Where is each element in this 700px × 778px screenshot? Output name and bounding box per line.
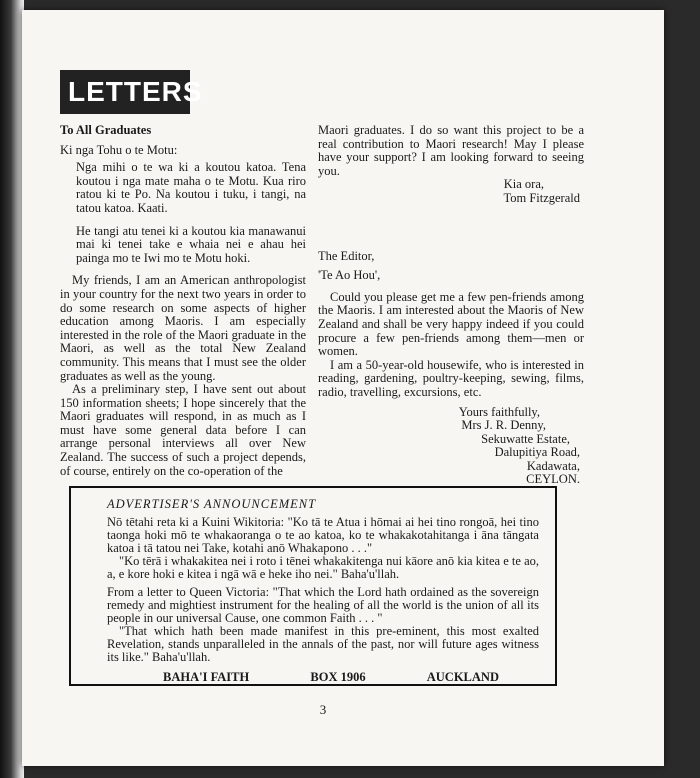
letter2-paragraph-2: I am a 50-year-old housewife, who is interested in reading, gardening, poultry-keeping, sewing, films, radio, travelling, excursions, etc. (318, 357, 584, 399)
footer-box: BOX 1906 (310, 670, 366, 684)
magazine-page (22, 10, 664, 766)
letter-paragraph-2: As a preliminary step, I have sent out about 150 information sheets; I hope sincerely that the Maori graduates will respond, in as much as I must have some general data before I can arrange personal interviews all over New Zealand. The success of such a project depends, of course, entirely on the co-operation of the (60, 382, 306, 478)
letter1-signature: Tom Fitzgerald (503, 190, 580, 205)
letter2-name: Mrs J. R. Denny, (461, 418, 546, 433)
address-line-2: Dalupitiya Road, (494, 445, 580, 460)
announcement-maori-1: Nō tētahi reta ki a Kuini Wikitoria: "Ko tā te Atua i hōmai ai hei tino rongoā, hei tino taonga hoki mō te whakaoranga o te ao katoa, ko te whakakotahitanga i āna tāngata katoa i tā tatou nei Take, kotahi anō Whakapono . . ." (107, 515, 539, 555)
announcement-maori-2: "Ko tērā i whakakitea nei i roto i tēnei whakakitenga nui kāore anō kia kitea e te ao, a, e kore hoki e kitea i ngā wā e heke iho nei." Baha'u'llah. (107, 554, 539, 581)
page-number: 3 (319, 702, 327, 717)
right-column (318, 124, 584, 487)
address-line-3: Kadawata, (526, 458, 580, 473)
maori-paragraph-2: He tangi atu tenei ki a koutou kia manawanui mai ki tenei take e whaia nei e ahau hei painga mo te Iwi mo te Motu hoki. (76, 223, 306, 265)
address-line-4: CEYLON. (526, 472, 580, 487)
footer-faith: BAHA'I FAITH (163, 670, 250, 684)
letter2-paragraph-1: Could you please get me a few pen-friends among the Maoris. I am interested about the Maoris of New Zealand and shall be very happy indeed if you could procure a few pen-friends among them—men or women. (318, 289, 584, 359)
letter-continuation: Maori graduates. I do so want this project to be a real contribution to Maori research! May I please have your support? I am looking forward to seeing you. (318, 123, 584, 178)
letters-banner: LETTERS (60, 70, 190, 114)
letter2-closing: Yours faithfully, (458, 404, 540, 419)
book-spine (0, 0, 24, 778)
footer-city: AUCKLAND (426, 670, 499, 684)
publication-name: 'Te Ao Hou', (318, 268, 381, 283)
announcement-title: ADVERTISER'S ANNOUNCEMENT (107, 497, 317, 511)
letter-paragraph-1: My friends, I am an American anthropologist in your country for the next two years in order to do some research on some aspects of higher education among Maoris. I am especially interested in the role of the Maori graduate in the Maori, as well as the total New Zealand community. This means that I must see the older graduates as well as the young. (60, 273, 306, 383)
announcement-english-2: "That which hath been made manifest in this pre-eminent, this most exalted Revelation, stands unparalleled in the annals of the past, nor will future ages witness its like." Baha'u'llah. (107, 624, 539, 664)
letter-heading: To All Graduates (60, 123, 152, 137)
advertiser-announcement (69, 486, 557, 686)
announcement-english-1: From a letter to Queen Victoria: "That which the Lord hath ordained as the sovereign remedy and mightiest instrument for the healing of all the world is the union of all its people in our universal Cause, one common Faith . . . " (107, 585, 539, 625)
maori-paragraph-1: Nga mihi o te wa ki a koutou katoa. Tena koutou i nga mate maha o te Motu. Kua riro ratou ki te Po. Na koutou i tuku, i tangi, na tatou katoa. Kaati. (76, 160, 306, 215)
editor-addressee: The Editor, (318, 248, 375, 263)
announcement-footer (107, 671, 539, 684)
salutation: Ki nga Tohu o te Motu: (60, 142, 178, 157)
address-line-1: Sekuwatte Estate, (481, 431, 570, 446)
letter1-closing: Kia ora, (503, 177, 544, 192)
left-column (60, 124, 306, 478)
